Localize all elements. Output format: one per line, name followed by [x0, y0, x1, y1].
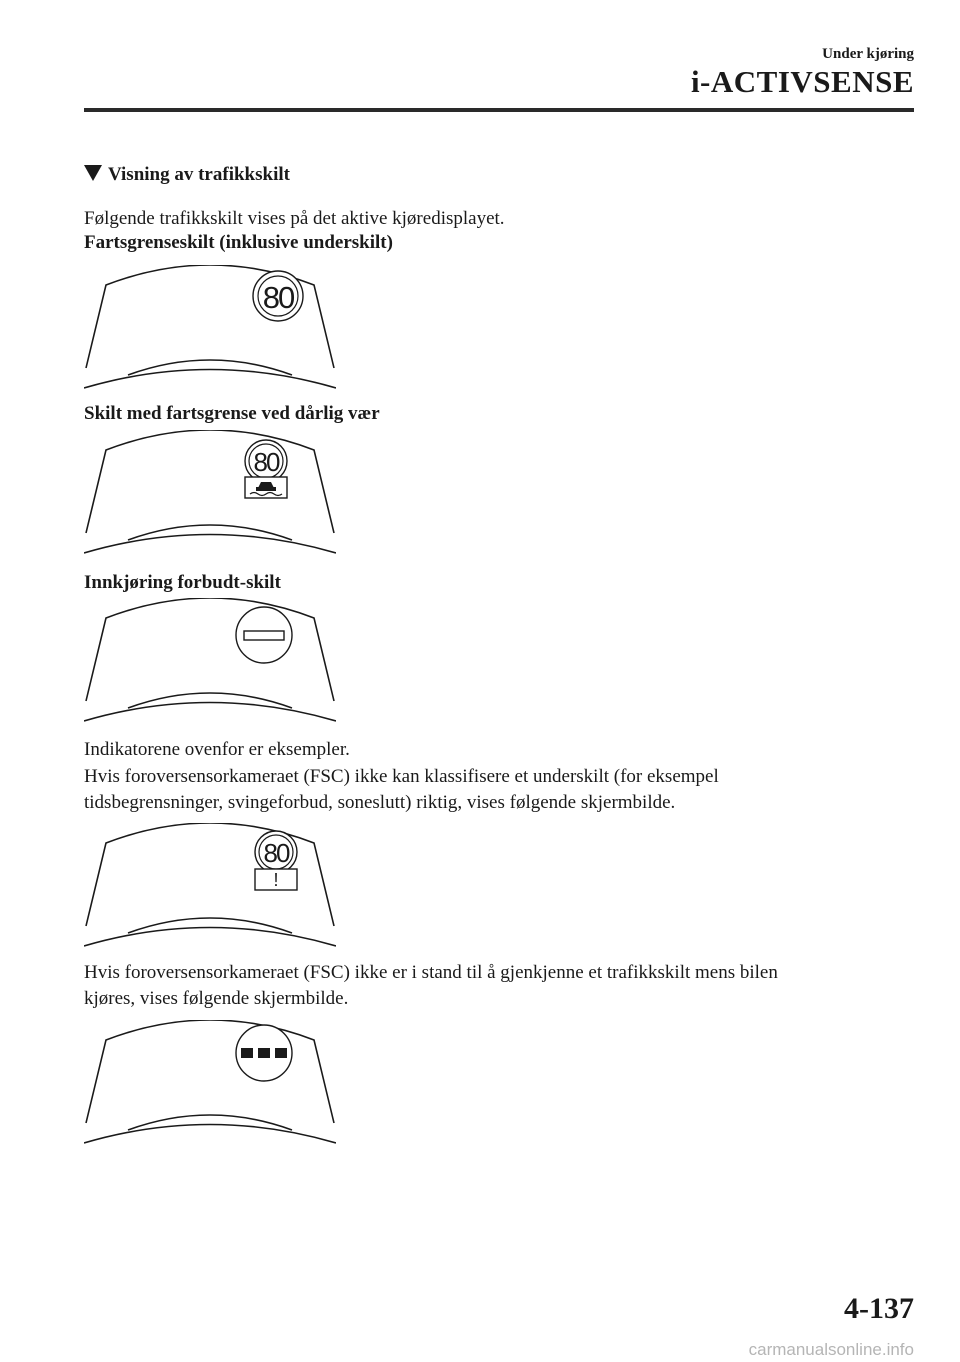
header-title: i-ACTIVSENSE: [690, 64, 914, 99]
unrecognized-sign-icon: [236, 1025, 292, 1081]
speed-limit-value: 80: [262, 280, 294, 315]
section-heading: [84, 164, 290, 186]
speed-limit-sign-icon: [253, 271, 303, 321]
subheading-speed-limit: Fartsgrenseskilt (inklusive underskilt): [84, 232, 393, 253]
section-heading-text: Visning av trafikkskilt: [108, 164, 290, 185]
fsc-subsign-text-line2: tidsbegrensninger, svingeforbud, soneslutt) riktig, vises følgende skjermbilde.: [84, 792, 676, 813]
header-section-label: Under kjøring: [822, 46, 914, 62]
subheading-bad-weather: Skilt med fartsgrense ved dårlig vær: [84, 403, 380, 424]
figure-speed-limit-display: [84, 265, 336, 395]
header-rule: [84, 108, 914, 112]
figure-no-entry-display: [84, 598, 336, 728]
slippery-road-subsign-icon: [245, 477, 287, 498]
watermark-text: carmanualsonline.info: [748, 1340, 914, 1359]
examples-text: Indikatorene ovenfor er eksempler.: [84, 739, 350, 760]
speed-sign-with-unknown-subsign-icon: [255, 831, 297, 890]
bad-weather-speed-value: 80: [253, 447, 279, 477]
unknown-subsign-exclamation: !: [273, 870, 279, 890]
triangle-marker-icon: [84, 165, 102, 181]
subheading-no-entry: Innkjøring forbudt-skilt: [84, 572, 281, 593]
fsc-none-text-line1: Hvis foroversensorkameraet (FSC) ikke er i stand til å gjenkjenne et trafikkskilt mens bilen: [84, 962, 778, 983]
figure-bad-weather-display: [84, 430, 336, 560]
figure-unrecognized-sign-display: [84, 1020, 336, 1150]
page-number: 4-137: [844, 1292, 914, 1325]
unclassified-speed-value: 80: [263, 838, 289, 868]
figure-unclassified-subsign-display: [84, 823, 336, 953]
intro-text: Følgende trafikkskilt vises på det aktive kjøredisplayet.: [84, 208, 505, 229]
bad-weather-speed-sign-icon: [245, 440, 287, 482]
no-entry-sign-icon: [236, 607, 292, 663]
fsc-none-text-line2: kjøres, vises følgende skjermbilde.: [84, 988, 349, 1009]
fsc-subsign-text-line1: Hvis foroversensorkameraet (FSC) ikke kan klassifisere et underskilt (for eksempel: [84, 766, 719, 787]
